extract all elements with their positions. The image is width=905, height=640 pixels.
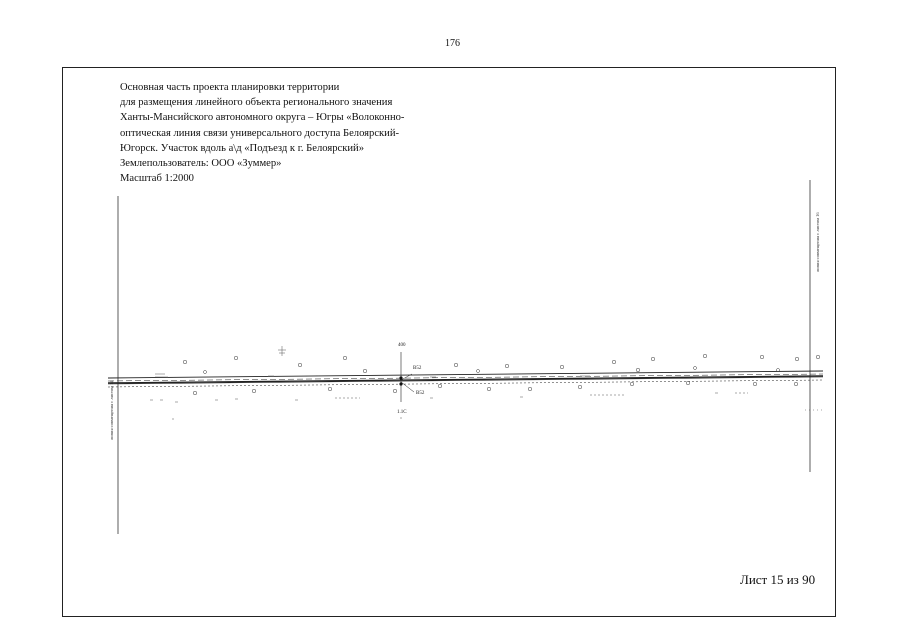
plan-mark-top: 400 bbox=[398, 343, 406, 348]
tree-symbols-lower bbox=[193, 381, 798, 395]
page-number: 176 bbox=[445, 38, 460, 49]
scale-line: Масштаб 1:2000 bbox=[120, 173, 194, 185]
title-line: Основная часть проекта планировки территории bbox=[120, 82, 340, 93]
cable-branch bbox=[401, 374, 414, 392]
road-lines bbox=[108, 371, 823, 387]
title-line: оптическая линия связи универсального доступа Белоярский- bbox=[120, 127, 400, 139]
plan-mark-bottom: 1.1С bbox=[397, 410, 407, 415]
sheet-label: Лист 15 из 90 bbox=[740, 572, 816, 587]
land-user-line: Землепользователь: ООО «Зуммер» bbox=[120, 158, 282, 170]
tree-symbols bbox=[183, 354, 820, 373]
right-match-label: линия совмещения с листом 16 bbox=[815, 212, 820, 272]
left-match-label: линия совмещения с листом 14 bbox=[109, 380, 114, 440]
title-line: Югорск. Участок вдоль а\д «Подъезд к г. Белоярский» bbox=[120, 142, 364, 154]
title-line: для размещения линейного объекта регионального значения bbox=[120, 97, 393, 109]
title-line: Ханты-Мансийского автономного округа – Югры «Волоконно- bbox=[120, 112, 405, 124]
plan-mark-cable: В52 bbox=[413, 366, 422, 371]
plan-mark-lower: В52 bbox=[416, 391, 425, 396]
